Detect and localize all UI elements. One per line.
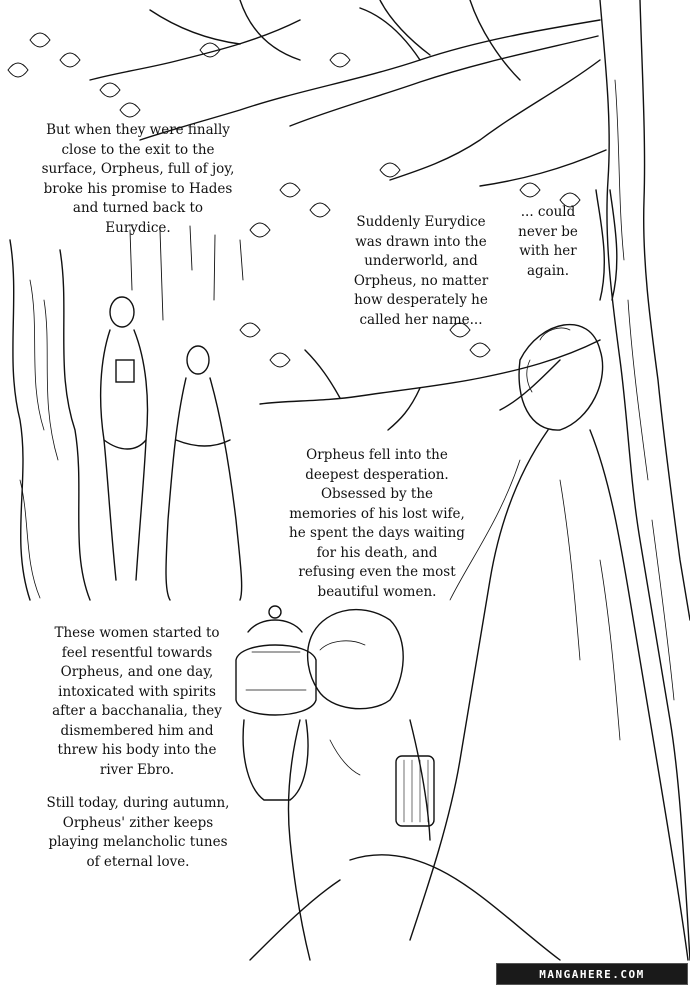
caption-line: memories of his lost wife, [289, 505, 465, 522]
orpheus-figure-seated [250, 610, 560, 960]
caption-line: never be [518, 223, 578, 240]
caption-line: for his death, and [316, 544, 438, 561]
caption-line: close to the exit to the [61, 141, 215, 158]
narration-caption-2 [336, 213, 506, 330]
narration-caption-3 [498, 203, 598, 281]
tree-trunk-right [600, 0, 690, 960]
caption-line: again. [526, 262, 570, 279]
caption-line: after a bacchanalia, they [52, 703, 222, 719]
caption-line: feel resentful towards [61, 644, 213, 661]
caption-line: underworld, and [364, 253, 478, 269]
caption-line: broke his promise to Hades [43, 180, 233, 197]
caption-line: Obsessed by the [320, 486, 434, 502]
caption-line: Still today, during autumn, [46, 795, 230, 811]
caption-line: intoxicated with spirits [58, 683, 216, 700]
caption-line: and turned back to [72, 200, 204, 216]
caption-line: But when they were finally [46, 122, 230, 138]
cave-stalactites [130, 226, 243, 320]
caption-line: of eternal love. [86, 853, 190, 870]
caption-line: Orpheus' zither keeps [62, 814, 214, 831]
caption-line: called her name... [359, 311, 483, 328]
caption-line: Eurydice. [105, 219, 171, 236]
narration-caption-6 [18, 794, 258, 872]
caption-line: These women started to [54, 625, 220, 641]
caption-line: how desperately he [354, 292, 488, 308]
caption-line: playing melancholic tunes [48, 834, 228, 850]
caption-line: river Ebro. [99, 761, 175, 778]
caption-line: Orpheus fell into the [306, 447, 448, 463]
caption-line: Orpheus, and one day, [60, 664, 214, 680]
eurydice-figure-walking [166, 346, 242, 600]
caption-line: refusing even the most [298, 564, 456, 580]
caption-line: beautiful women. [317, 583, 437, 600]
tree-trunk-left [10, 240, 90, 600]
site-watermark: MANGAHERE.COM [496, 963, 688, 985]
narration-caption-1 [18, 121, 258, 238]
orpheus-figure-walking [101, 297, 148, 580]
caption-line: he spent the days waiting [289, 525, 465, 541]
tree-branch-middle [260, 340, 600, 430]
narration-caption-4 [272, 446, 482, 602]
caption-line: surface, Orpheus, full of joy, [41, 161, 235, 177]
caption-line: threw his body into the [57, 742, 217, 758]
caption-line: with her [519, 243, 577, 259]
caption-line: deepest desperation. [305, 466, 449, 483]
caption-line: Orpheus, no matter [353, 272, 489, 289]
caption-line: Suddenly Eurydice [356, 214, 486, 230]
caption-line: dismembered him and [60, 722, 214, 739]
caption-line: was drawn into the [355, 233, 487, 250]
narration-caption-5 [14, 624, 260, 780]
caption-line: ... could [520, 204, 576, 220]
